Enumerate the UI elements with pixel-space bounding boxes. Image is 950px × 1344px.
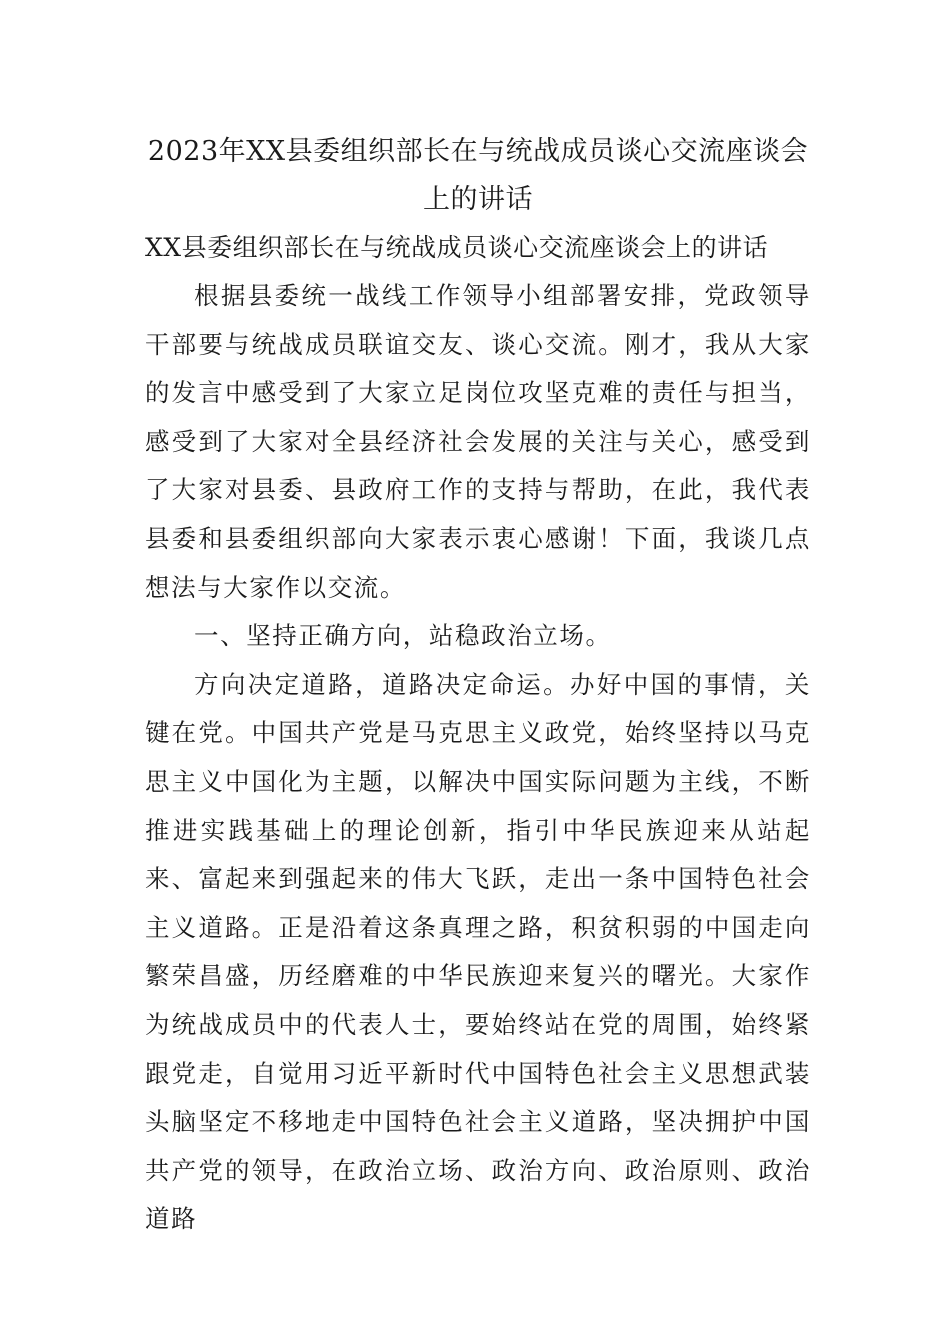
paragraph-intro: 根据县委统一战线工作领导小组部署安排，党政领导干部要与统战成员联谊交友、谈心交流。刚才，我从大家的发言中感受到了大家立足岗位攻坚克难的责任与担当，感受到了大家对全县经济社会发展的关注与关心，感受到了大家对县委、县政府工作的支持与帮助，在此，我代表县委和县委组织部向大家表示衷心感谢！下面，我谈几点想法与大家作以交流。 [145, 281, 811, 602]
paragraph-section-1: 方向决定道路，道路决定命运。办好中国的事情，关键在党。中国共产党是马克思主义政党，始终坚持以马克思主义中国化为主题，以解决中国实际问题为主线，不断推进实践基础上的理论创新，指引中华民族迎来从站起来、富起来到强起来的伟大飞跃，走出一条中国特色社会主义道路。正是沿着这条真理之路，积贫积弱的中国走向繁荣昌盛，历经磨难的中华民族迎来复兴的曙光。大家作为统战成员中的代表人士，要始终站在党的周围，始终紧跟党走，自觉用习近平新时代中国特色社会主义思想武装头脑坚定不移地走中国特色社会主义道路，坚决拥护中国共产党的领导，在政治立场、政治方向、政治原则、政治道路 [145, 669, 811, 1234]
document-page [145, 128, 811, 1244]
section-heading-1: 一、坚持正确方向，站稳政治立场。 [194, 621, 612, 651]
document-subtitle: XX县委组织部长在与统战成员谈心交流座谈会上的讲话 [145, 233, 769, 262]
document-title: 2023年XX县委组织部长在与统战成员谈心交流座谈会上的讲话 [147, 136, 809, 215]
